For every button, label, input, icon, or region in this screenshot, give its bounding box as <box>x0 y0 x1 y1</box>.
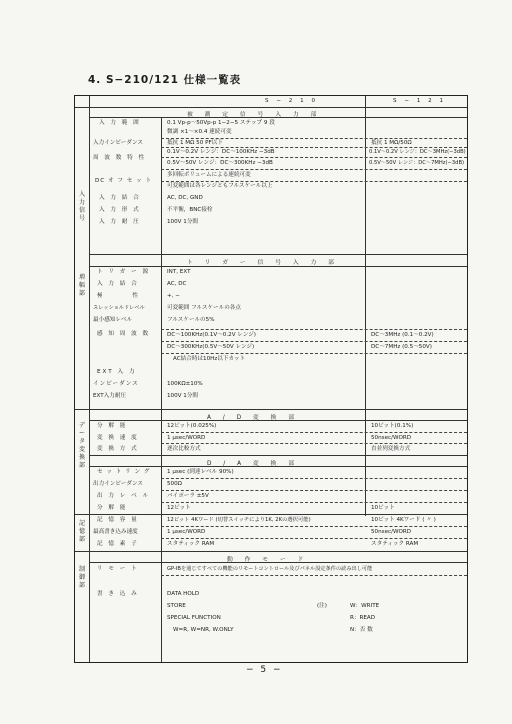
ad-resolution-s210: 12ビット(0.025%) <box>167 423 217 429</box>
legend-n: N：否 数 <box>350 627 373 633</box>
page-number: − 5 − <box>246 665 283 675</box>
dc-offset-label: DC オ フ セ ッ ト <box>95 178 153 184</box>
ad-method-label: 変 換 方 式 <box>97 446 139 452</box>
ext-input-label: EXT 入 力 <box>97 369 137 375</box>
page-title: 4. S−210/121 仕様一覧表 <box>88 74 242 86</box>
trigger-bandwidth-label: 感 知 周 波 数 <box>97 331 151 337</box>
da-output-impedance-label: 出力インピーダンス <box>93 481 144 487</box>
max-write-speed-s210: 1 μsec/WORD <box>167 529 206 535</box>
section-rule <box>75 551 467 552</box>
input-format-value: 不平衡，BNC接栓 <box>167 207 213 213</box>
section-input-title: 被 測 定 信 号 入 力 部 <box>187 112 322 118</box>
trigger-bw-s121-high: DC〜7MHz (0.5〜50V) <box>371 344 432 350</box>
trigger-source-value: INT, EXT <box>167 269 191 275</box>
section-rule <box>75 409 467 410</box>
cmd-data-hold: DATA HOLD <box>167 591 200 597</box>
row-rule <box>161 147 467 148</box>
row-rule <box>161 538 467 539</box>
ext-withstand-value: 100V 1分間 <box>167 393 199 399</box>
trigger-source-label: ト リ ガ ー 源 <box>97 269 151 275</box>
max-write-speed-label: 最高書き込み速度 <box>93 529 138 535</box>
input-withstand-label: 入 力 耐 圧 <box>99 219 141 225</box>
trigger-polarity-value: +, − <box>167 293 180 299</box>
ext-impedance-value: 100KΩ±10% <box>167 381 203 387</box>
section-da-title: D / A 変 換 部 <box>207 461 299 467</box>
row-rule <box>161 169 467 170</box>
cmd-store: STORE <box>167 603 186 609</box>
memory-device-label: 記 憶 素 子 <box>97 541 139 547</box>
section-rule <box>89 455 467 456</box>
row-rule <box>161 526 467 527</box>
remote-label: リ モ ー ト <box>97 566 139 572</box>
freq-response-s121-high: 0.5V〜50V レンジ：DC〜7MHz(−3dB) <box>369 160 465 166</box>
row-rule <box>161 490 467 491</box>
dc-offset-value: 多回転ボリュームによる連続可変 <box>167 172 251 178</box>
ad-speed-s121: 50nsec/WORD <box>371 435 412 441</box>
min-sensitivity-label: 最小感知レベル <box>93 317 133 323</box>
da-settling-value: 1 μsec (到達レベル 90%) <box>167 469 234 475</box>
cmd-special-function: SPECIAL FUNCTION <box>167 615 221 621</box>
category-input: 入力信号 <box>78 191 85 222</box>
freq-response-s210-high: 0.5V〜50V レンジ：DC〜300KHz −3dB <box>167 160 273 166</box>
section-rule <box>89 254 467 255</box>
input-range-value: 0.1 Vp-p〜50Vp-p 1−2−5 ステップ 9 段 <box>167 120 275 126</box>
category-memory: 記憶部 <box>78 520 85 543</box>
category-control: 制御部 <box>78 566 85 589</box>
row-rule <box>161 502 467 503</box>
note-marker: (注) <box>317 603 327 609</box>
row-rule <box>161 478 467 479</box>
ad-method-s210: 逐次比較方式 <box>167 446 201 452</box>
ad-speed-s210: 1 μsec/WORD <box>167 435 206 441</box>
cmd-modes: W=R, W=NR, W.ONLY <box>173 627 234 633</box>
row-rule <box>161 353 467 354</box>
max-write-speed-s121: 50nsec/WORD <box>371 529 412 535</box>
row-rule <box>161 157 467 158</box>
category-adc: データ変換部 <box>78 422 85 469</box>
section-rule <box>89 266 467 267</box>
dc-offset-range: 可変範囲は各レンジともフルスケール以上 <box>167 183 273 189</box>
input-impedance-s121: 抵抗 1 MΩ/50Ω <box>371 140 412 146</box>
trigger-bw-s210-high: DC〜300KHz(0.5V〜50V レンジ) <box>167 344 255 350</box>
min-sensitivity-value: フルスケールの5% <box>167 317 215 323</box>
trigger-coupling-value: AC, DC <box>167 281 187 287</box>
da-output-level-value: バイポーラ ±5V <box>167 493 209 499</box>
freq-response-s121-low: 0.1V〜0.2V レンジ：DC〜3MHz(−3dB) <box>369 149 466 155</box>
memory-capacity-label: 記 憶 容 量 <box>97 517 139 523</box>
section-trigger-title: ト リ ガ ー 信 号 入 力 部 <box>187 260 339 266</box>
row-rule <box>161 329 467 330</box>
threshold-level-value: 可変範囲 フルスケールの各点 <box>167 305 241 311</box>
column-header-s210: S − 2 1 0 <box>265 98 319 104</box>
ad-speed-label: 変 換 速 度 <box>97 435 139 441</box>
memory-capacity-s121: 10ビット 4Kワード ( 〃 ) <box>371 517 436 523</box>
freq-response-label: 周 波 数 特 性 <box>93 155 147 161</box>
write-mode-label: 書 き 込 み <box>97 591 139 597</box>
input-impedance-label: 入力インピーダンス <box>93 140 144 146</box>
input-format-label: 入 力 形 式 <box>99 207 141 213</box>
ac-coupling-note: AC結合時は10Hz以下カット <box>173 356 246 362</box>
ad-method-s121: 直並列変換方式 <box>371 446 411 452</box>
row-rule <box>161 443 467 444</box>
ad-resolution-s121: 10ビット(0.1%) <box>371 423 414 429</box>
da-settling-label: セ ッ ト リ ン グ <box>97 469 151 475</box>
input-coupling-label: 入 力 結 合 <box>99 195 141 201</box>
label-divider <box>161 117 162 662</box>
freq-response-s210-low: 0.1V〜0.2V レンジ：DC〜100KHz −3dB <box>167 149 275 155</box>
spec-table <box>74 95 468 663</box>
input-range-fine: 微調 ×1〜×0.4 連続可変 <box>167 129 232 135</box>
legend-write: W：WRITE <box>350 603 380 609</box>
ext-withstand-label: EXT入力耐圧 <box>93 393 127 399</box>
input-range-label: 入 力 範 囲 <box>99 120 141 126</box>
trigger-bw-s121-low: DC〜3MHz (0.1〜0.2V) <box>371 332 434 338</box>
input-impedance-s210: 抵抗 1 MΩ 50 PF以下 <box>167 140 223 146</box>
da-resolution-label: 分 解 能 <box>97 505 128 511</box>
section-mode-title: 動 作 モ ー ド <box>227 557 309 563</box>
input-coupling-value: AC, DC, GND <box>167 195 203 201</box>
legend-read: R：READ <box>350 615 376 621</box>
row-rule <box>161 341 467 342</box>
remote-value: GP-IBを通じてすべての機能のリモートコントロール及びパネル設定条件の読み出し可能 <box>167 566 373 572</box>
s121-divider <box>365 96 366 516</box>
row-rule <box>161 575 467 576</box>
row-rule <box>161 181 467 182</box>
trigger-coupling-label: 入 力 結 合 <box>97 281 139 287</box>
column-header-s121: S − 1 2 1 <box>393 98 447 104</box>
section-ad-title: A / D 変 換 部 <box>207 415 299 421</box>
da-resolution-s210: 12ビット <box>167 505 191 511</box>
trigger-polarity-label: 極 性 <box>97 293 152 299</box>
row-rule <box>161 432 467 433</box>
trigger-bw-s210-low: DC〜100KHz(0.1V〜0.2V レンジ) <box>167 332 256 338</box>
category-divider <box>89 96 90 662</box>
memory-capacity-s210: 12ビット 4Kワード (切替スイッチにより1K, 2Kの選択可能) <box>167 517 311 523</box>
da-resolution-s121: 10ビット <box>371 505 395 511</box>
category-trigger: 増幅部 <box>78 274 85 297</box>
input-withstand-value: 100V 1分間 <box>167 219 199 225</box>
da-output-impedance-value: 500Ω <box>167 481 182 487</box>
section-rule <box>75 514 467 515</box>
memory-device-s121: スタティック RAM <box>371 541 419 547</box>
row-rule <box>161 138 467 139</box>
header-rule <box>75 107 467 108</box>
ad-resolution-label: 分 解 能 <box>97 423 128 429</box>
ext-impedance-label: インピーダンス <box>93 381 139 387</box>
da-output-level-label: 出 力 レ ベ ル <box>97 493 151 499</box>
threshold-level-label: スレッショルドレベル <box>93 305 145 311</box>
memory-device-s210: スタティック RAM <box>167 541 215 547</box>
